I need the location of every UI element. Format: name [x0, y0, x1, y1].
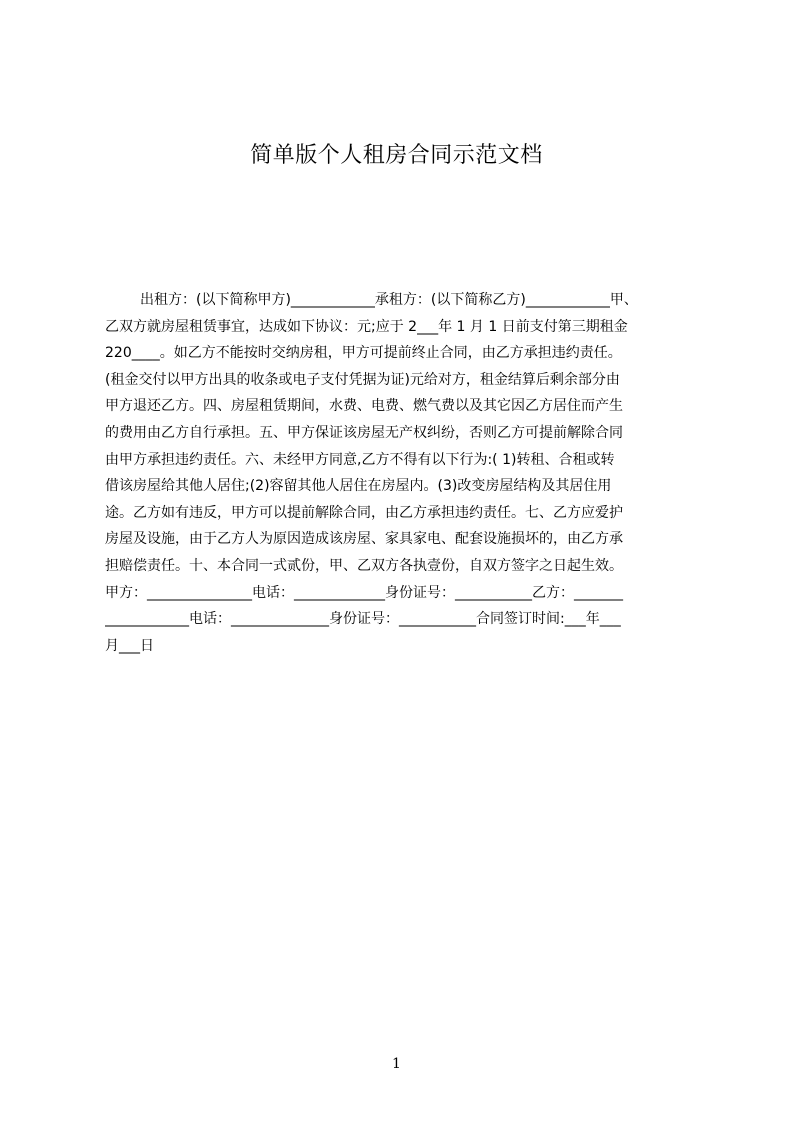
signature-line: 甲方：_______________电话：_____________身份证号：___________乙方：_______ [105, 584, 623, 601]
page-number: 1 [392, 1056, 401, 1072]
signature-line: ____________电话：______________身份证号：___________合同签订时间:___年___ [105, 611, 621, 628]
body-line: 途。乙方如有违反，甲方可以提前解除合同，由乙方承担违约责任。七、乙方应爱护 [105, 504, 623, 521]
body-line: 甲方退还乙方。四、房屋租赁期间，水费、电费、燃气费以及其它因乙方居住而产生 [105, 398, 623, 415]
body-line: 220____。如乙方不能按时交纳房租，甲方可提前终止合同，由乙方承担违约责任。 [105, 345, 622, 362]
body-line: 由甲方承担违约责任。六、未经甲方同意,乙方不得有以下行为:( 1)转租、合租或转 [105, 451, 615, 468]
body-line: 乙双方就房屋租赁事宜，达成如下协议：元;应于 2___年 1 月 1 日前支付第三期租金 [105, 318, 628, 335]
body-line: 出租方：(以下简称甲方)____________承租方：(以下简称乙方)____________甲、 [140, 292, 638, 308]
document-title: 简单版个人租房合同示范文档 [250, 143, 543, 168]
signature-date-line: 月___日 [105, 637, 154, 654]
body-line: 借该房屋给其他人居住;(2)容留其他人居住在房屋内。(3)改变房屋结构及其居住用 [105, 478, 612, 495]
body-line: 房屋及设施，由于乙方人为原因造成该房屋、家具家电、配套设施损坏的，由乙方承 [105, 531, 623, 548]
body-line: 担赔偿责任。十、本合同一式贰份，甲、乙双方各执壹份，自双方签字之日起生效。 [105, 557, 623, 574]
body-line: (租金交付以甲方出具的收条或电子支付凭据为证)元给对方，租金结算后剩余部分由 [105, 371, 620, 388]
document-body [105, 287, 695, 659]
body-line: 的费用由乙方自行承担。五、甲方保证该房屋无产权纠纷，否则乙方可提前解除合同 [105, 424, 623, 441]
